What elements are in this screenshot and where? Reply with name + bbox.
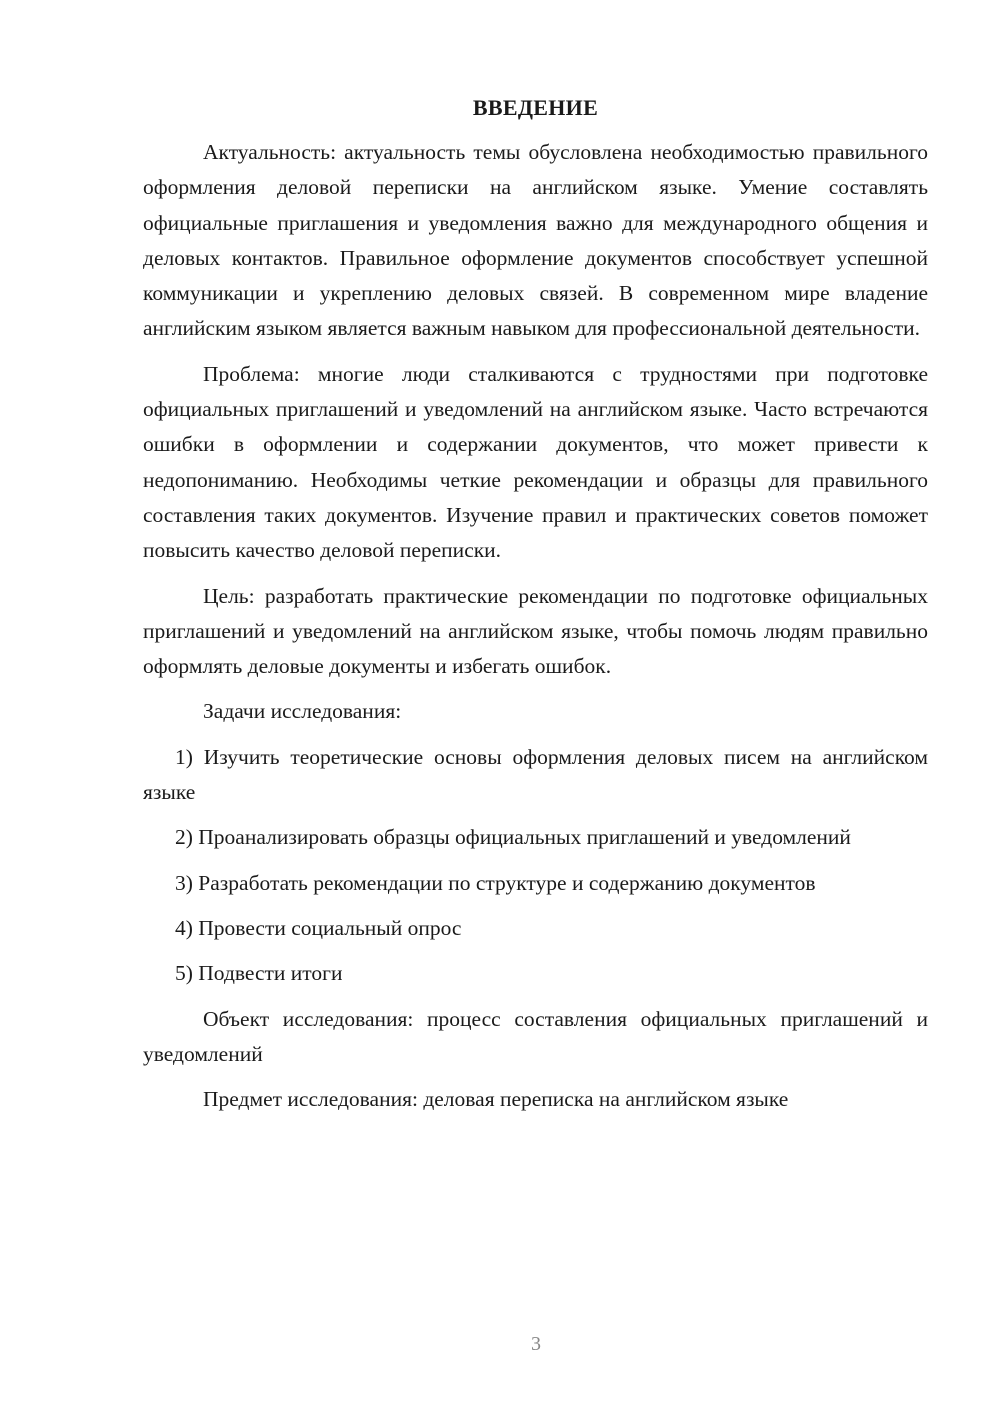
tasks-heading: Задачи исследования: <box>203 699 402 724</box>
paragraph-spacer <box>143 1072 928 1082</box>
document-page <box>143 90 928 1117</box>
subject-paragraph: Предмет исследования: деловая переписка на английском языке <box>203 1087 789 1112</box>
paragraph-spacer <box>143 810 928 820</box>
task-list-item: 5) Подвести итоги <box>175 961 343 986</box>
page-title: ВВЕДЕНИЕ <box>472 95 599 120</box>
object-paragraph: Объект исследования: процесс составления официальных приглашений и уведомлений <box>143 1006 928 1066</box>
paragraph-spacer <box>143 347 928 357</box>
task-list-item: 3) Разработать рекомендации по структуре и содержанию документов <box>175 870 816 895</box>
paragraph-spacer <box>143 730 928 740</box>
goal-paragraph: Цель: разработать практические рекомендации по подготовке официальных приглашений и уведомлений на английском языке, чтобы помочь людям правильно оформлять деловые документы и избегать ошибок. <box>143 583 928 679</box>
task-list-item: 4) Провести социальный опрос <box>175 915 462 940</box>
task-list-item: 1) Изучить теоретические основы оформления деловых писем на английском языке <box>143 744 928 805</box>
paragraph-spacer <box>143 946 928 956</box>
paragraph-spacer <box>143 684 928 694</box>
task-list-item: 2) Проанализировать образцы официальных приглашений и уведомлений <box>175 825 851 850</box>
problem-paragraph: Проблема: многие люди сталкиваются с трудностями при подготовке официальных приглашений и уведомлений на английском языке. Часто встречаются ошибки в оформлении и содержании документов, что может привести к недопониманию. Необходимы четкие рекомендации и образцы для правильного составления таких документов. Изучение правил и практических советов поможет повысить качество деловой переписки. <box>143 361 928 563</box>
paragraph-spacer <box>143 901 928 911</box>
relevance-paragraph: Актуальность: актуальность темы обусловлена необходимостью правильного оформления деловой переписки на английском языке. Умение составлять официальные приглашения и уведомления важно для международного общения и деловых контактов. Правильное оформление документов способствует успешной коммуникации и укреплению деловых связей. В современном мире владение английским языком является важным навыком для профессиональной деятельности. <box>143 140 928 341</box>
paragraph-spacer <box>143 569 928 579</box>
paragraph-spacer <box>143 992 928 1002</box>
paragraph-spacer <box>143 856 928 866</box>
page-number: 3 <box>531 1333 541 1355</box>
